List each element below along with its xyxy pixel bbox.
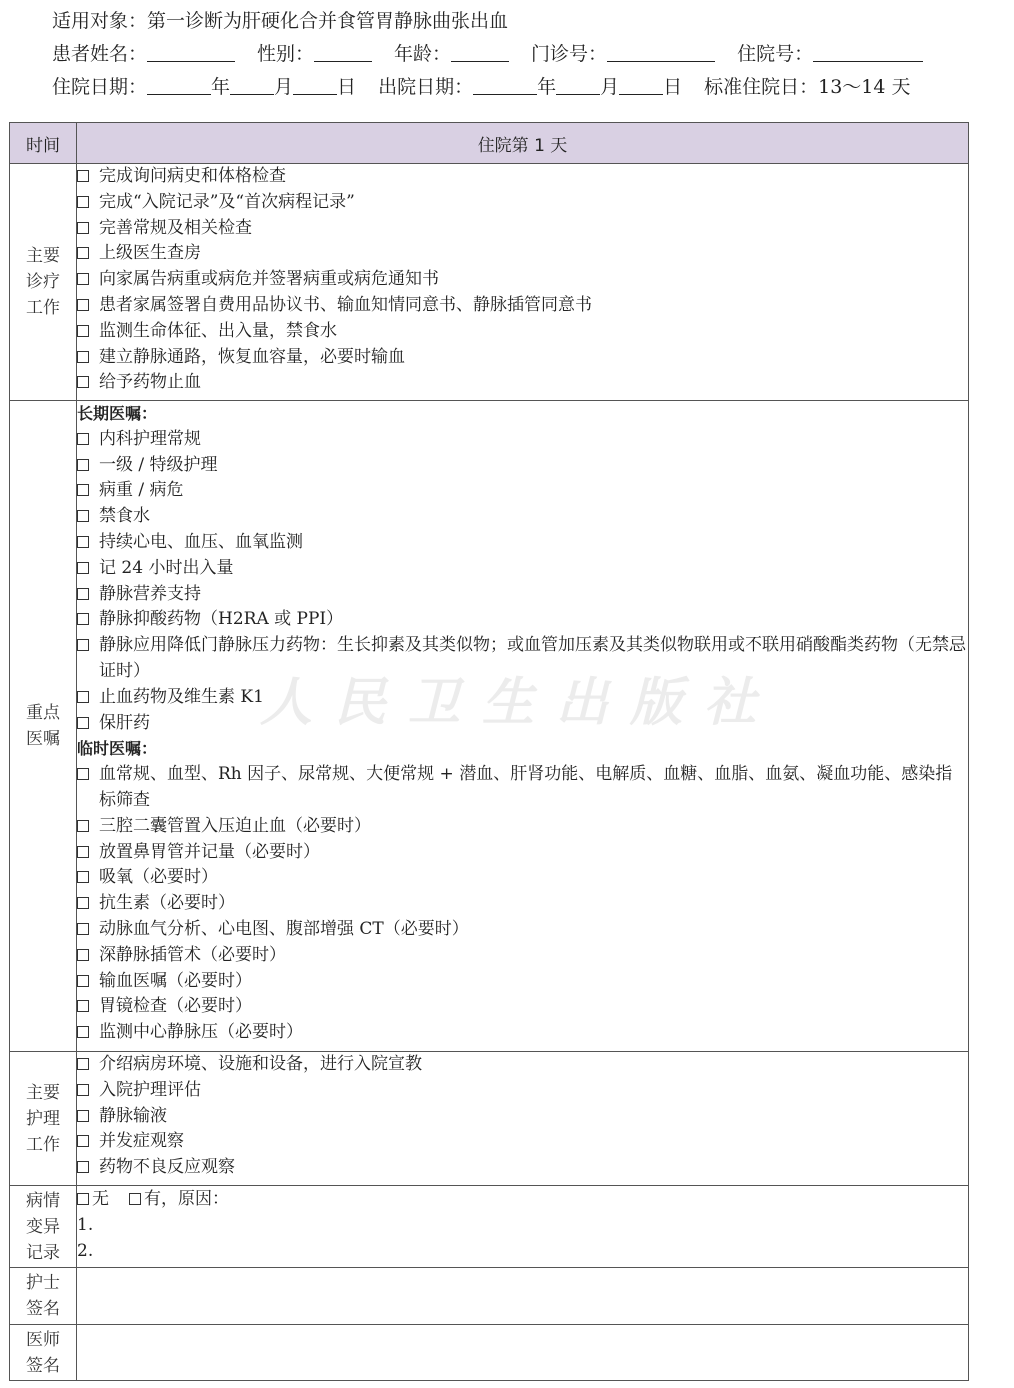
checkbox[interactable]	[77, 871, 89, 883]
item-text: 药物不良反应观察	[99, 1157, 235, 1178]
checkbox[interactable]	[77, 613, 89, 625]
checkbox[interactable]	[77, 1026, 89, 1038]
checklist-item[interactable]	[77, 814, 968, 840]
checkbox[interactable]	[77, 949, 89, 961]
checklist-item[interactable]	[77, 840, 968, 866]
checklist-item[interactable]	[77, 1052, 968, 1078]
col-day1-header: 住院第 1 天	[77, 123, 969, 164]
checklist-item[interactable]	[77, 478, 968, 504]
checklist-item[interactable]	[77, 293, 968, 319]
orders-label	[10, 401, 77, 1052]
checklist-item[interactable]	[77, 969, 968, 995]
checkbox[interactable]	[77, 846, 89, 858]
checkbox[interactable]	[77, 433, 89, 445]
publisher-watermark: 人民卫生出版社	[260, 672, 779, 733]
admit-date-label: 住院日期：	[52, 76, 148, 98]
checkbox[interactable]	[77, 1084, 89, 1096]
item-text: 上级医生查房	[99, 243, 201, 264]
checkbox[interactable]	[77, 510, 89, 522]
item-text: 病重 / 病危	[99, 480, 184, 501]
checkbox[interactable]	[77, 1058, 89, 1070]
checklist-item[interactable]	[77, 891, 968, 917]
item-text: 吸氧（必要时）	[99, 867, 218, 888]
age-label: 年龄：	[394, 43, 452, 65]
checkbox[interactable]	[77, 170, 89, 182]
admission-no-label: 住院号：	[737, 43, 814, 65]
nursing-row	[10, 1052, 969, 1186]
item-text: 监测生命体征、出入量，禁食水	[99, 320, 337, 341]
variation-content	[77, 1186, 969, 1268]
variation-label	[10, 1186, 77, 1268]
discharge-month-field[interactable]	[556, 74, 600, 95]
label-line: 签名	[26, 1355, 60, 1376]
item-text: 止血药物及维生素 K1	[99, 686, 264, 707]
item-text: 完成询问病史和体格检查	[99, 166, 286, 186]
nurse-sign-field[interactable]	[77, 1268, 969, 1325]
item-text: 静脉抑酸药物（H2RA 或 PPI）	[99, 609, 344, 630]
item-text: 入院护理评估	[99, 1079, 201, 1100]
label-line: 工作	[26, 1134, 60, 1155]
applicable-target: 适用对象：第一诊断为肝硬化合并食管胃静脉曲张出血	[52, 10, 509, 32]
label-line: 医师	[26, 1329, 60, 1350]
checkbox[interactable]	[77, 273, 89, 285]
item-text: 禁食水	[99, 506, 150, 527]
checklist-item[interactable]	[77, 1020, 968, 1046]
checkbox[interactable]	[77, 536, 89, 548]
checklist-item[interactable]	[77, 530, 968, 556]
label-line: 记录	[26, 1242, 60, 1263]
long-term-orders-title: 长期医嘱：	[77, 404, 158, 423]
nurse-sign-label	[10, 1268, 77, 1325]
item-text: 完善常规及相关检查	[99, 217, 252, 238]
checkbox[interactable]	[77, 691, 89, 703]
discharge-year-field[interactable]	[473, 74, 537, 95]
standard-stay: 标准住院日：13～14 天	[704, 76, 911, 98]
variation-yes-checkbox[interactable]	[129, 1193, 141, 1205]
discharge-day-unit: 日	[663, 76, 683, 98]
item-text: 血常规、血型、Rh 因子、尿常规、大便常规 + 潜血、肝肾功能、电解质、血糖、血脂、血氨、凝血功能、感染指标筛查	[99, 764, 953, 810]
discharge-year-unit: 年	[537, 76, 557, 98]
label-line: 主要	[26, 1082, 60, 1103]
checkbox[interactable]	[77, 897, 89, 909]
checkbox[interactable]	[77, 923, 89, 935]
admit-year-field[interactable]	[147, 74, 211, 95]
item-text: 输血医嘱（必要时）	[99, 970, 252, 991]
item-text: 内科护理常规	[99, 428, 201, 449]
main-work-row	[10, 164, 969, 401]
checkbox[interactable]	[77, 1110, 89, 1122]
checklist-item[interactable]	[77, 241, 968, 267]
checklist-item[interactable]	[77, 216, 968, 242]
checklist-item[interactable]	[77, 865, 968, 891]
item-text: 介绍病房环境、设施和设备，进行入院宣教	[99, 1054, 422, 1074]
checkbox[interactable]	[77, 351, 89, 363]
nurse-sign-row	[10, 1268, 969, 1325]
item-text: 向家属告病重或病危并签署病重或病危通知书	[99, 269, 439, 290]
checklist-item[interactable]	[77, 582, 968, 608]
checklist-item[interactable]	[77, 1129, 968, 1155]
label-line: 签名	[26, 1299, 60, 1319]
item-text: 静脉输液	[99, 1105, 167, 1126]
checklist-item[interactable]	[77, 345, 968, 371]
dates-row	[52, 74, 911, 100]
checkbox[interactable]	[77, 717, 89, 729]
checklist-item[interactable]	[77, 633, 968, 685]
item-text: 静脉营养支持	[99, 583, 201, 604]
discharge-date-label: 出院日期：	[378, 76, 474, 98]
checklist-item[interactable]	[77, 190, 968, 216]
checkbox[interactable]	[77, 820, 89, 832]
label-line: 护理	[26, 1108, 60, 1129]
item-text: 一级 / 特级护理	[99, 454, 218, 475]
doctor-sign-row	[10, 1325, 969, 1381]
checkbox[interactable]	[77, 588, 89, 600]
orders-row	[10, 401, 969, 1052]
label-line: 病情	[26, 1190, 60, 1211]
label-line: 重点	[26, 703, 60, 723]
variation-none-label: 无	[92, 1189, 109, 1209]
label-line: 医嘱	[26, 729, 60, 749]
nursing-content	[77, 1052, 969, 1186]
checklist-item[interactable]	[77, 1078, 968, 1104]
checkbox[interactable]	[77, 1135, 89, 1147]
checkbox[interactable]	[77, 247, 89, 259]
patient-name-field[interactable]	[147, 41, 235, 62]
checklist-item[interactable]	[77, 267, 968, 293]
checklist-item[interactable]	[77, 711, 968, 737]
item-text: 胃镜检查（必要时）	[99, 996, 252, 1017]
variation-row	[10, 1186, 969, 1268]
label-line: 诊疗	[26, 272, 60, 292]
discharge-month-unit: 月	[600, 76, 620, 98]
label-line: 护士	[26, 1273, 60, 1293]
admit-day-unit: 日	[337, 76, 357, 98]
checklist-item[interactable]	[77, 917, 968, 943]
main-work-label	[10, 164, 77, 401]
admit-month-field[interactable]	[230, 74, 274, 95]
item-text: 保肝药	[99, 712, 150, 733]
table-header-row	[10, 123, 969, 164]
checklist-item[interactable]	[77, 319, 968, 345]
checklist-item[interactable]	[77, 994, 968, 1020]
checklist-item[interactable]	[77, 607, 968, 633]
temporary-orders-title: 临时医嘱：	[77, 739, 158, 759]
item-text: 深静脉插管术（必要时）	[99, 944, 286, 965]
checkbox[interactable]	[77, 1000, 89, 1012]
checkbox[interactable]	[77, 484, 89, 496]
item-text: 放置鼻胃管并记量（必要时）	[99, 841, 320, 862]
item-text: 动脉血气分析、心电图、腹部增强 CT（必要时）	[99, 918, 469, 939]
sex-field[interactable]	[314, 41, 372, 62]
item-text: 持续心电、血压、血氧监测	[99, 531, 303, 552]
label-line: 工作	[26, 298, 60, 318]
item-text: 抗生素（必要时）	[99, 893, 235, 914]
item-text: 给予药物止血	[99, 372, 201, 393]
checklist-item[interactable]	[77, 453, 968, 479]
admit-year-unit: 年	[211, 76, 231, 98]
main-work-content	[77, 164, 969, 401]
checkbox[interactable]	[77, 459, 89, 471]
checklist-item[interactable]	[77, 762, 968, 814]
checklist-item[interactable]	[77, 556, 968, 582]
admit-day-field[interactable]	[293, 74, 337, 95]
checklist-item[interactable]	[77, 504, 968, 530]
checkbox[interactable]	[77, 196, 89, 208]
variation-yes-label: 有，原因：	[144, 1189, 229, 1209]
label-line: 变异	[26, 1216, 60, 1237]
patient-info-row	[52, 41, 923, 67]
checkbox[interactable]	[77, 299, 89, 311]
checkbox[interactable]	[77, 639, 89, 651]
checkbox[interactable]	[77, 376, 89, 388]
checkbox[interactable]	[77, 325, 89, 337]
item-text: 并发症观察	[99, 1131, 184, 1152]
variation-options	[77, 1186, 968, 1212]
variation-line-1[interactable]: 1.	[77, 1215, 94, 1235]
item-text: 完成“入院记录”及“首次病程记录”	[99, 191, 355, 212]
clinic-no-label: 门诊号：	[531, 43, 608, 65]
col-time-header: 时间	[10, 123, 77, 164]
checklist-item[interactable]	[77, 685, 968, 711]
item-text: 三腔二囊管置入压迫止血（必要时）	[99, 815, 371, 836]
checkbox[interactable]	[77, 975, 89, 987]
checklist-item[interactable]	[77, 1155, 968, 1181]
checklist-item[interactable]	[77, 370, 968, 396]
checklist-item[interactable]	[77, 164, 968, 190]
variation-none-checkbox[interactable]	[77, 1193, 89, 1205]
checkbox[interactable]	[77, 768, 89, 780]
clinical-pathway-table	[9, 122, 969, 1381]
checklist-item[interactable]	[77, 1104, 968, 1130]
label-line: 主要	[26, 246, 60, 266]
item-text: 记 24 小时出入量	[99, 557, 234, 578]
checkbox[interactable]	[77, 222, 89, 234]
checkbox[interactable]	[77, 562, 89, 574]
item-text: 患者家属签署自费用品协议书、输血知情同意书、静脉插管同意书	[99, 294, 592, 315]
checklist-item[interactable]	[77, 943, 968, 969]
checkbox[interactable]	[77, 1161, 89, 1173]
admit-month-unit: 月	[274, 76, 294, 98]
item-text: 监测中心静脉压（必要时）	[99, 1022, 303, 1043]
age-field[interactable]	[451, 41, 509, 62]
patient-name-label: 患者姓名：	[52, 43, 148, 65]
doctor-sign-label	[10, 1325, 77, 1381]
variation-line-2[interactable]: 2.	[77, 1241, 94, 1261]
orders-content	[77, 401, 969, 1052]
nursing-label	[10, 1052, 77, 1186]
doctor-sign-field[interactable]	[77, 1325, 969, 1381]
checklist-item[interactable]	[77, 427, 968, 453]
clinic-no-field[interactable]	[607, 41, 715, 62]
admission-no-field[interactable]	[813, 41, 923, 62]
sex-label: 性别：	[257, 43, 315, 65]
item-text: 建立静脉通路，恢复血容量，必要时输血	[99, 346, 405, 367]
discharge-day-field[interactable]	[619, 74, 663, 95]
item-text: 静脉应用降低门静脉压力药物：生长抑素及其类似物；或血管加压素及其类似物联用或不联用硝酸酯类药物（无禁忌证时）	[99, 635, 966, 681]
